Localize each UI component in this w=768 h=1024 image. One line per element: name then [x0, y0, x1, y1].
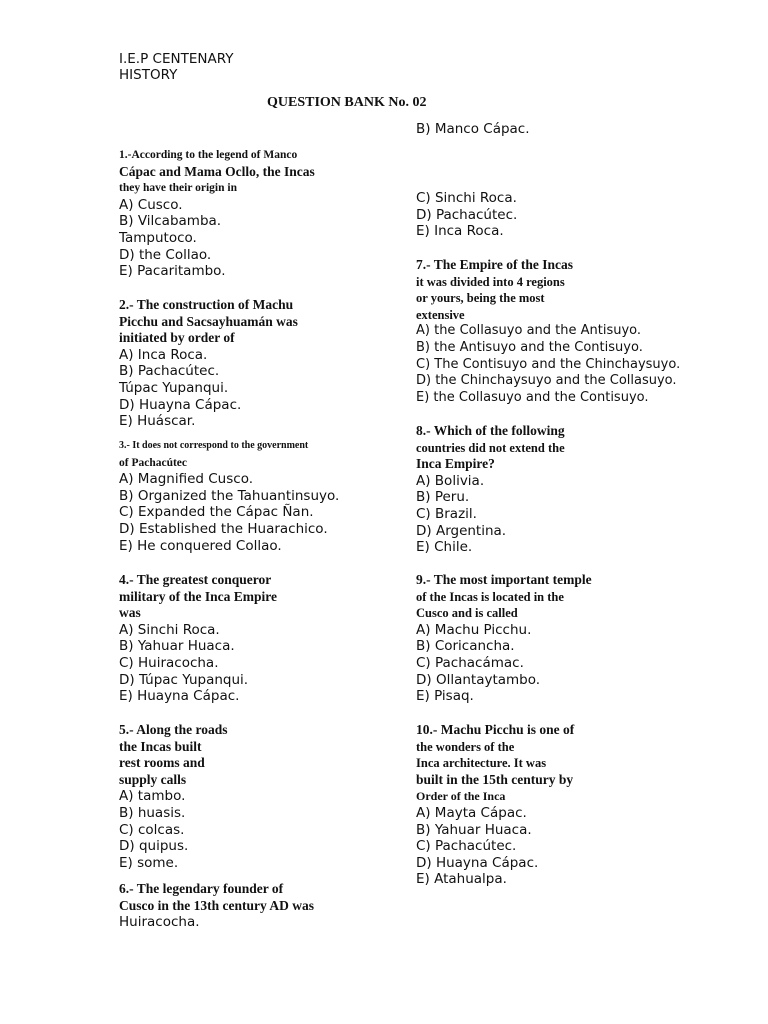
question-2-option: Túpac Yupanqui. — [119, 379, 229, 396]
question-6-option: C) Sinchi Roca. — [416, 190, 517, 206]
question-10 — [416, 722, 574, 888]
question-7 — [416, 257, 680, 406]
question-4-text-line: 4.- The greatest conqueror — [119, 572, 272, 587]
question-8-option: E) Chile. — [416, 539, 473, 556]
question-7-option: B) the Antisuyo and the Contisuyo. — [416, 339, 643, 355]
question-3-option: C) Expanded the Cápac Ñan. — [119, 504, 314, 521]
question-6-continued — [416, 121, 530, 138]
question-7-option: D) the Chinchaysuyo and the Collasuyo. — [416, 373, 677, 389]
question-3-option: E) He conquered Collao. — [119, 537, 282, 554]
question-5-option: B) huasis. — [119, 804, 186, 821]
question-9-option: A) Machu Picchu. — [416, 621, 532, 638]
question-3 — [119, 438, 339, 554]
question-1 — [119, 147, 315, 280]
question-1-option: E) Pacaritambo. — [119, 263, 226, 280]
question-9-text-line: 9.- The most important temple — [416, 572, 592, 587]
question-9-option: C) Pachacámac. — [416, 654, 524, 671]
subject-name: HISTORY — [119, 67, 178, 83]
question-5-option: A) tambo. — [119, 788, 186, 805]
question-6-option: E) Inca Roca. — [416, 223, 504, 240]
question-2-text-line: Picchu and Sacsayhuamán was — [119, 313, 298, 329]
question-3-option: B) Organized the Tahuantinsuyo. — [119, 487, 340, 504]
question-3-option: A) Magnified Cusco. — [119, 471, 254, 488]
question-10-option: B) Yahuar Huaca. — [416, 821, 532, 838]
question-6-option: Huiracocha. — [119, 914, 200, 931]
question-2-text-line: initiated by order of — [119, 330, 235, 346]
question-1-text-line: Cápac and Mama Ocllo, the Incas — [119, 163, 315, 179]
question-10-text-line: 10.- Machu Picchu is one of — [416, 722, 575, 737]
question-2-option: D) Huayna Cápac. — [119, 396, 242, 413]
question-8-text-line: Inca Empire? — [416, 456, 495, 472]
question-10-option: E) Atahualpa. — [416, 871, 507, 888]
question-4-option: D) Túpac Yupanqui. — [119, 671, 249, 688]
question-1-option: D) the Collao. — [119, 246, 212, 263]
question-4-text-line: was — [119, 605, 141, 621]
question-7-text-line: 7.- The Empire of the Incas — [416, 257, 574, 272]
question-9-text-line: Cusco and is called — [416, 606, 518, 621]
question-1-option: B) Vilcabamba. — [119, 213, 222, 230]
question-6-continued-options — [416, 190, 517, 240]
question-4-option: B) Yahuar Huaca. — [119, 638, 235, 655]
question-9-option: E) Pisaq. — [416, 688, 474, 705]
question-5-text-line: supply calls — [119, 771, 187, 787]
school-name: I.E.P CENTENARY — [119, 51, 234, 67]
question-6 — [119, 881, 314, 931]
question-8-option: D) Argentina. — [416, 522, 507, 539]
question-10-text-line: the wonders of the — [416, 739, 515, 754]
question-8-option: C) Brazil. — [416, 505, 477, 522]
question-8-option: A) Bolivia. — [416, 472, 485, 489]
question-2 — [119, 297, 298, 430]
question-8-text-line: countries did not extend the — [416, 440, 565, 455]
question-9 — [416, 572, 592, 705]
question-2-option: B) Pachacútec. — [119, 363, 220, 380]
question-4-text-line: military of the Inca Empire — [119, 588, 277, 604]
question-7-text-line: it was divided into 4 regions — [416, 274, 565, 289]
question-7-text-line: or yours, being the most — [416, 291, 545, 306]
question-4-option: C) Huiracocha. — [119, 654, 219, 671]
question-10-option: D) Huayna Cápac. — [416, 854, 539, 871]
question-8-option: B) Peru. — [416, 489, 470, 506]
question-6-option: B) Manco Cápac. — [416, 121, 530, 137]
question-6-text-line: 6.- The legendary founder of — [119, 881, 284, 896]
question-2-option: A) Inca Roca. — [119, 346, 208, 363]
question-5-option: C) colcas. — [119, 821, 185, 838]
question-6-option: D) Pachacútec. — [416, 206, 518, 223]
question-4-option: A) Sinchi Roca. — [119, 621, 220, 638]
question-10-text-line: built in the 15th century by — [416, 771, 574, 787]
question-7-option: C) The Contisuyo and the Chinchaysuyo. — [416, 356, 681, 372]
question-2-text-line: 2.- The construction of Machu — [119, 297, 294, 312]
question-8 — [416, 423, 565, 556]
question-1-option: A) Cusco. — [119, 196, 183, 213]
question-10-option: C) Pachacútec. — [416, 838, 517, 855]
question-6-text-line: Cusco in the 13th century AD was — [119, 897, 315, 913]
question-8-text-line: 8.- Which of the following — [416, 423, 565, 438]
question-10-text-line: Order of the Inca — [416, 789, 506, 804]
question-1-text-line: they have their origin in — [119, 182, 237, 195]
question-5-text-line: rest rooms and — [119, 755, 205, 771]
question-4-option: E) Huayna Cápac. — [119, 688, 240, 705]
question-10-option: A) Mayta Cápac. — [416, 804, 527, 821]
question-3-option: D) Established the Huarachico. — [119, 520, 328, 537]
question-7-option: E) the Collasuyo and the Contisuyo. — [416, 389, 649, 405]
question-4 — [119, 572, 277, 705]
question-5-text-line: the Incas built — [119, 738, 202, 754]
question-10-text-line: Inca architecture. It was — [416, 756, 547, 771]
question-3-text-line: of Pachacútec — [119, 456, 188, 469]
question-1-text-line: 1.-According to the legend of Manco — [119, 149, 298, 161]
question-9-text-line: of the Incas is located in the — [416, 589, 564, 604]
question-5-option: D) quipus. — [119, 838, 189, 855]
question-5-text-line: 5.- Along the roads — [119, 722, 228, 737]
question-9-option: B) Coricancha. — [416, 638, 515, 655]
question-9-option: D) Ollantaytambo. — [416, 671, 541, 688]
question-1-option: Tamputoco. — [119, 229, 197, 246]
question-7-text-line: extensive — [416, 307, 465, 322]
page-title: QUESTION BANK No. 02 — [267, 95, 427, 110]
question-3-text-line: 3.- It does not correspond to the government — [119, 440, 309, 451]
question-7-option: A) the Collasuyo and the Antisuyo. — [416, 323, 642, 339]
question-5 — [119, 722, 228, 871]
question-5-option: E) some. — [119, 854, 179, 871]
question-2-option: E) Huáscar. — [119, 413, 196, 430]
